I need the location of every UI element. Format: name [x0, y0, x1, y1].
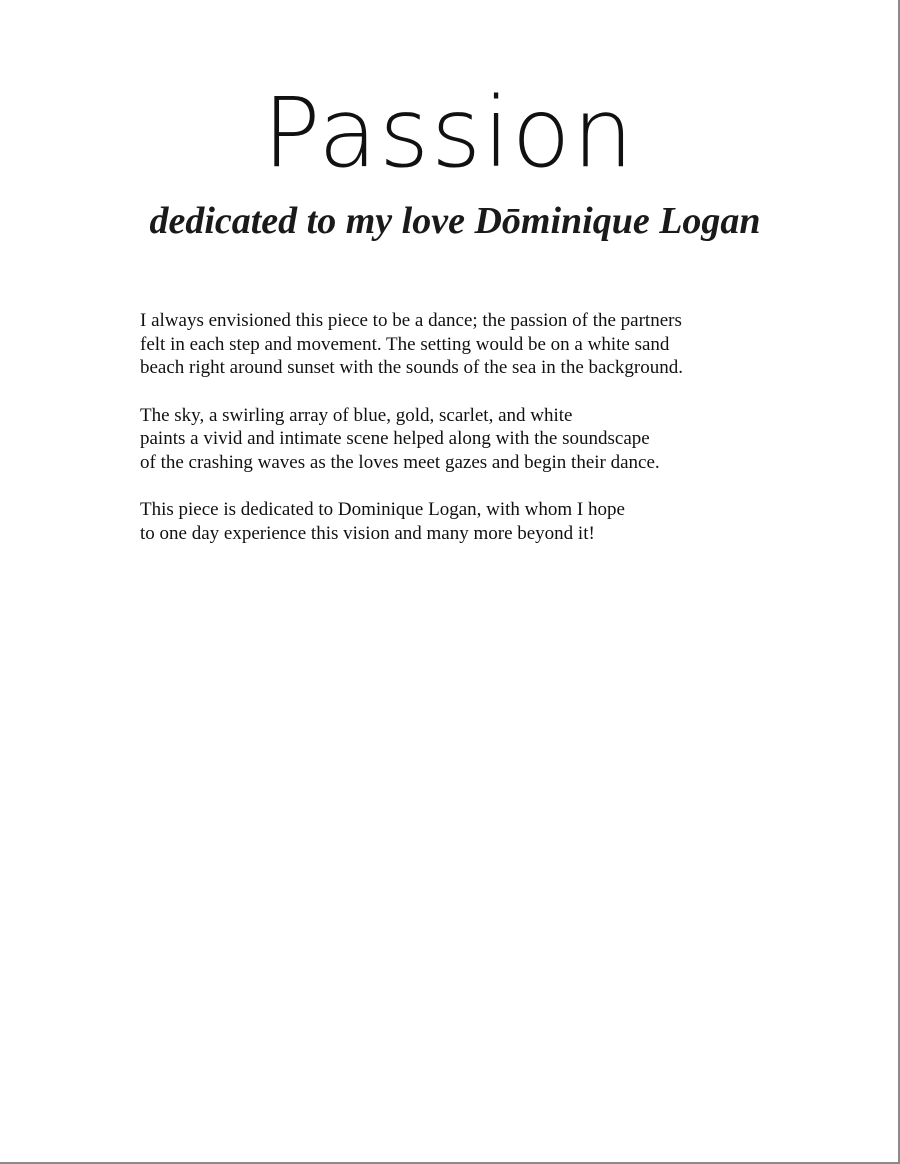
page-title: Passion [262, 77, 636, 189]
text-line: This piece is dedicated to Dominique Logan, with whom I hope [140, 499, 625, 520]
text-line: paints a vivid and intimate scene helped along with the soundscape [140, 428, 650, 449]
text-line: I always envisioned this piece to be a dance; the passion of the partners [140, 310, 682, 331]
text-line: of the crashing waves as the loves meet gazes and begin their dance. [140, 451, 660, 473]
paragraph-2 [140, 404, 780, 475]
paragraph-1 [140, 309, 780, 380]
text-line: felt in each step and movement. The setting would be on a white sand [140, 333, 670, 355]
dedication-subtitle: dedicated to my love Dōminique Logan [149, 200, 761, 242]
text-line: beach right around sunset with the sounds of the sea in the background. [140, 357, 683, 378]
paragraph-3 [140, 498, 780, 545]
program-note [140, 309, 780, 569]
text-line: The sky, a swirling array of blue, gold, scarlet, and white [140, 404, 573, 426]
text-line: to one day experience this vision and many more beyond it! [140, 522, 595, 544]
